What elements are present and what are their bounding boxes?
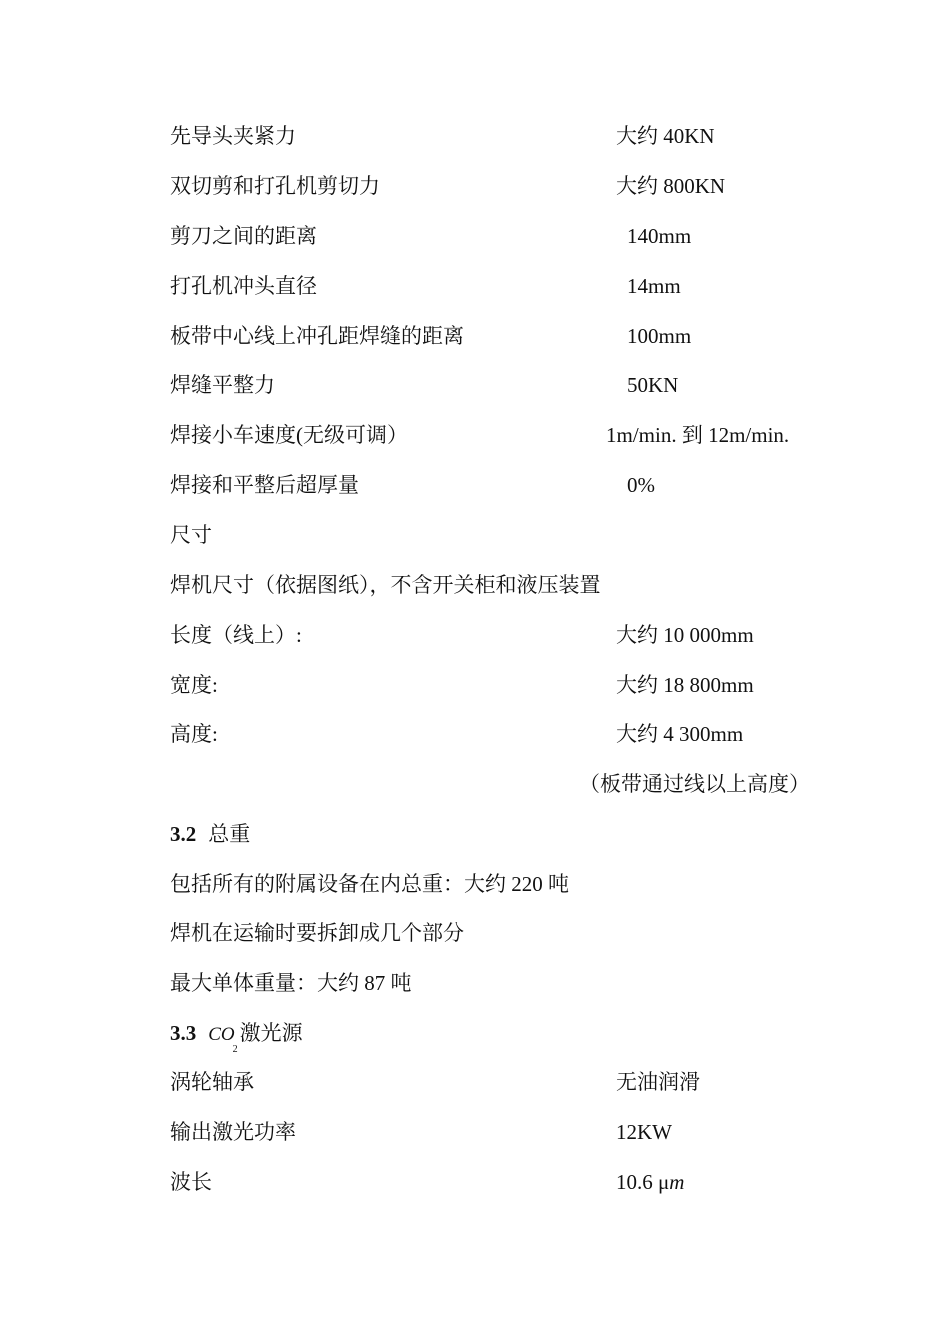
spec-value: 14mm [627, 274, 681, 298]
section-heading-weight [170, 821, 250, 847]
spec-label: 焊缝平整力 [170, 373, 275, 397]
section-number: 3.3 [170, 1021, 197, 1045]
weight-transport-note: 焊机在运输时要拆卸成几个部分 [170, 921, 464, 945]
spec-label: 焊接和平整后超厚量 [170, 473, 359, 497]
section-heading-dimensions: 尺寸 [170, 523, 212, 547]
wavelength-value [616, 1169, 684, 1195]
spec-label: 焊接小车速度(无级可调） [170, 423, 408, 447]
section-number: 3.2 [170, 822, 197, 846]
spec-label: 剪刀之间的距离 [170, 224, 317, 248]
co2-subscript: 2 [232, 1044, 238, 1055]
height-label: 高度: [170, 722, 218, 746]
power-label: 输出激光功率 [170, 1120, 296, 1144]
section-heading-laser [170, 1020, 303, 1055]
dimensions-intro: 焊机尺寸（依据图纸），不含开关柜和液压装置 [170, 573, 601, 597]
width-value: 大约 18 800mm [616, 673, 754, 697]
wavelength-unit-m: m [669, 1170, 685, 1194]
wavelength-unit-mu: μ [658, 1170, 670, 1194]
spec-label: 先导头夹紧力 [170, 124, 296, 148]
bearing-value: 无油润滑 [616, 1070, 700, 1094]
spec-value: 0% [627, 473, 655, 497]
spec-value: 140mm [627, 224, 692, 248]
spec-value: 50KN [627, 373, 679, 397]
spec-value: 1m/min. 到 12m/min. [606, 423, 790, 447]
spec-value: 大约 800KN [616, 174, 726, 198]
wavelength-label: 波长 [170, 1170, 212, 1194]
width-label: 宽度: [170, 673, 218, 697]
wavelength-number: 10.6 [616, 1170, 653, 1194]
weight-total: 包括所有的附属设备在内总重：大约 220 吨 [170, 872, 569, 896]
spec-label: 双切剪和打孔机剪切力 [170, 174, 380, 198]
length-label: 长度（线上）: [170, 623, 302, 647]
weight-max-single: 最大单体重量：大约 87 吨 [170, 971, 412, 995]
length-value: 大约 10 000mm [616, 623, 754, 647]
co2-formula: CO [208, 1024, 235, 1045]
section-title: 总重 [208, 822, 251, 846]
spec-label: 板带中心线上冲孔距焊缝的距离 [170, 324, 464, 348]
spec-value: 100mm [627, 324, 692, 348]
section-title: 激光源 [239, 1021, 303, 1045]
power-value: 12KW [616, 1120, 672, 1144]
spec-label: 打孔机冲头直径 [170, 274, 317, 298]
spec-value: 大约 40KN [616, 124, 715, 148]
bearing-label: 涡轮轴承 [170, 1070, 254, 1094]
height-value: 大约 4 300mm [616, 722, 744, 746]
height-note: （板带通过线以上高度） [579, 772, 810, 796]
